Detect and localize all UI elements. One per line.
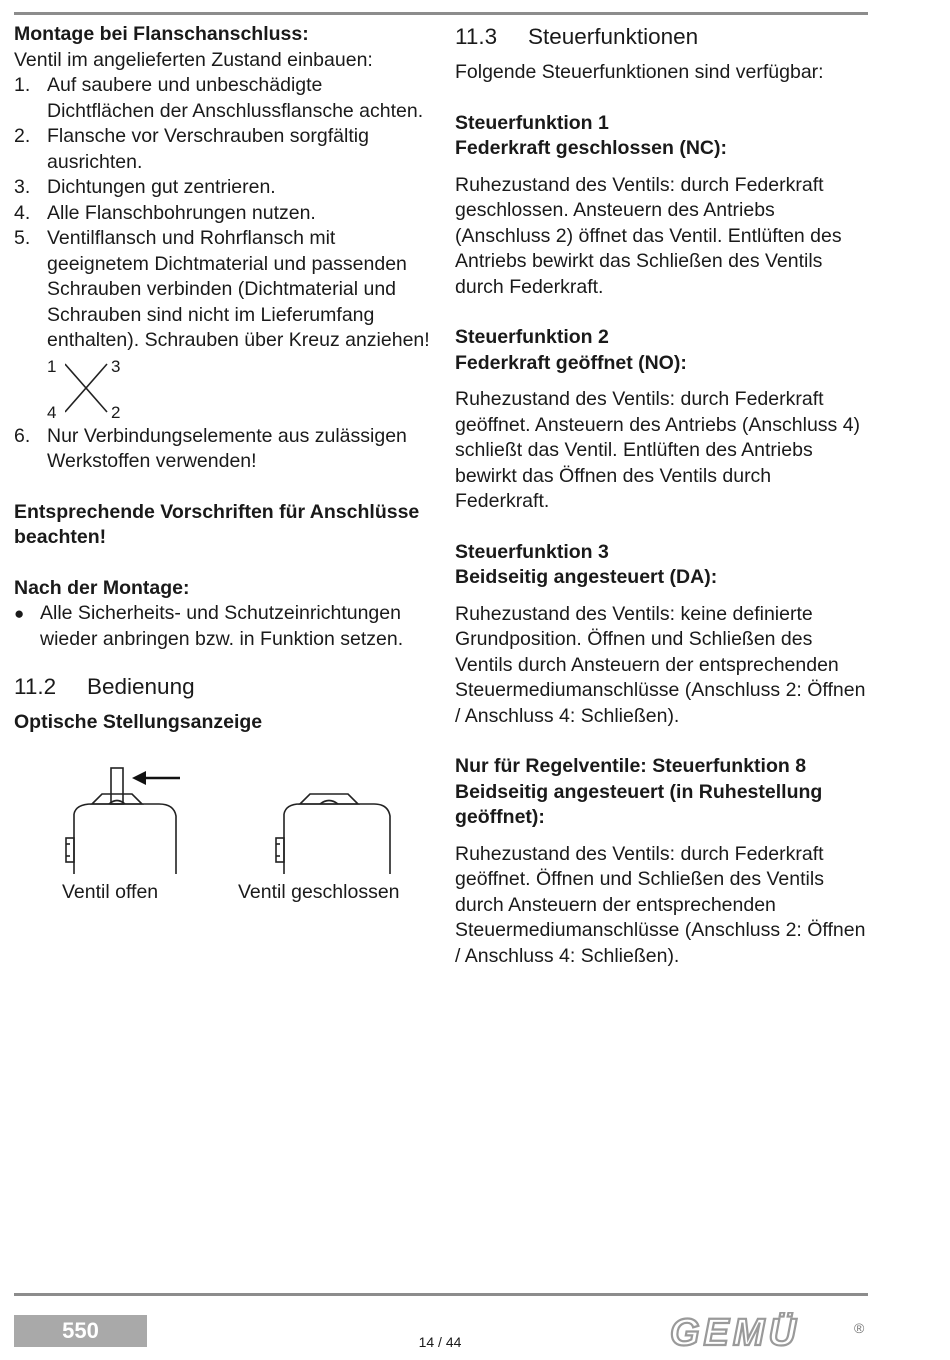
functions-intro: Folgende Steuerfunktionen sind verfügbar: <box>455 61 824 83</box>
heading-flansch: Montage bei Flanschanschluss: <box>14 23 309 45</box>
warning-text: Entsprechende Vorschriften für Anschlüsse beachten! <box>14 500 420 548</box>
after-mount-heading: Nach der Montage: <box>14 576 190 599</box>
step-item: 1. Auf saubere und unbeschädigte Dichtflächen der Anschlussflansche achten. <box>14 74 424 122</box>
cross-label-4: 4 <box>47 402 57 422</box>
step-item: 2. Flansche vor Verschrauben sorgfältig ausrichten. <box>14 125 369 173</box>
mount-steps-cont <box>14 424 434 475</box>
function-block: Steuerfunktion 1 Federkraft geschlossen (NC): Ruhezustand des Ventils: durch Federkraft geschlossen. Ansteuern des Antriebs (Anschluss 2) öffnet das Ventil. Entlüften des Antriebs bewirkt das Schließen des Ventils durch Federkraft. <box>455 111 842 298</box>
top-rule <box>14 12 868 15</box>
intro-text: Ventil im angelieferten Zustand einbauen: <box>14 48 373 71</box>
section-11-2-heading: 11.2 Bedienung <box>14 674 195 699</box>
svg-text:GEMÜ: GEMÜ <box>670 1312 800 1352</box>
registered-mark: ® <box>854 1320 865 1336</box>
bottom-rule <box>14 1293 868 1296</box>
gemu-logo <box>668 1312 868 1352</box>
page-number: 14 / 44 <box>418 1334 462 1350</box>
bolt-cross-diagram <box>47 354 147 424</box>
step-item: 6. Nur Verbindungselemente aus zulässigen Werkstoffen verwenden! <box>14 424 407 472</box>
position-indicator-heading: Optische Stellungsanzeige <box>14 711 263 733</box>
right-column <box>455 22 870 969</box>
valve-open-label: Ventil offen <box>62 880 159 903</box>
step-item: 4. Alle Flanschbohrungen nutzen. <box>14 201 316 224</box>
left-column <box>14 22 434 926</box>
cross-icon <box>65 362 109 414</box>
bullet-icon: ● <box>14 604 25 623</box>
step-item: 5. Ventilflansch und Rohrflansch mit geeignetem Dichtmaterial und passenden Schrauben verbinden (Dichtmaterial und Schrauben sind nicht im Lieferumfang enthalten). Schrauben über Kreuz anziehen! <box>14 227 430 351</box>
step-item: 3. Dichtungen gut zentrieren. <box>14 176 276 198</box>
valve-drawings <box>14 746 434 886</box>
model-badge: 550 <box>14 1315 147 1347</box>
section-11-3-heading: 11.3 Steuerfunktionen <box>455 24 699 49</box>
cross-label-3: 3 <box>111 356 121 376</box>
function-block: Steuerfunktion 3 Beidseitig angesteuert (DA): Ruhezustand des Ventils: keine definierte Grundposition. Öffnen und Schließen des Ventils durch Ansteuern der entsprechenden Steuermediumanschlüsse (Anschluss 2: Öffnen / Anschluss 4: Schließen). <box>455 540 866 727</box>
mount-steps <box>14 73 434 354</box>
valve-closed-drawing <box>276 794 390 874</box>
valve-open-drawing <box>66 768 176 874</box>
after-mount-bullet: ● Alle Sicherheits- und Schutzeinrichtungen wieder anbringen bzw. in Funktion setzen. <box>14 601 434 652</box>
arrow-icon <box>132 771 180 785</box>
valve-closed-label: Ventil geschlossen <box>238 880 400 903</box>
cross-label-1: 1 <box>47 356 57 376</box>
position-indicator-figures <box>14 736 434 926</box>
function-block: Nur für Regelventile: Steuerfunktion 8 Beidseitig angesteuert (in Ruhestellung geöffnet): Ruhezustand des Ventils: durch Federkraft geöffnet. Öffnen und Schließen des Ventils durch Ansteuern der entsprechenden Steuermediumanschlüsse (Anschluss 2: Öffnen / Anschluss 4: Schließen). <box>455 755 866 967</box>
function-block: Steuerfunktion 2 Federkraft geöffnet (NO): Ruhezustand des Ventils: durch Federkraft geöffnet. Ansteuern des Antriebs (Anschluss 4) schließt das Ventil. Entlüften des Antriebs bewirkt das Öffnen des Ventils durch Federkraft. <box>455 326 861 512</box>
cross-label-2: 2 <box>111 402 121 422</box>
